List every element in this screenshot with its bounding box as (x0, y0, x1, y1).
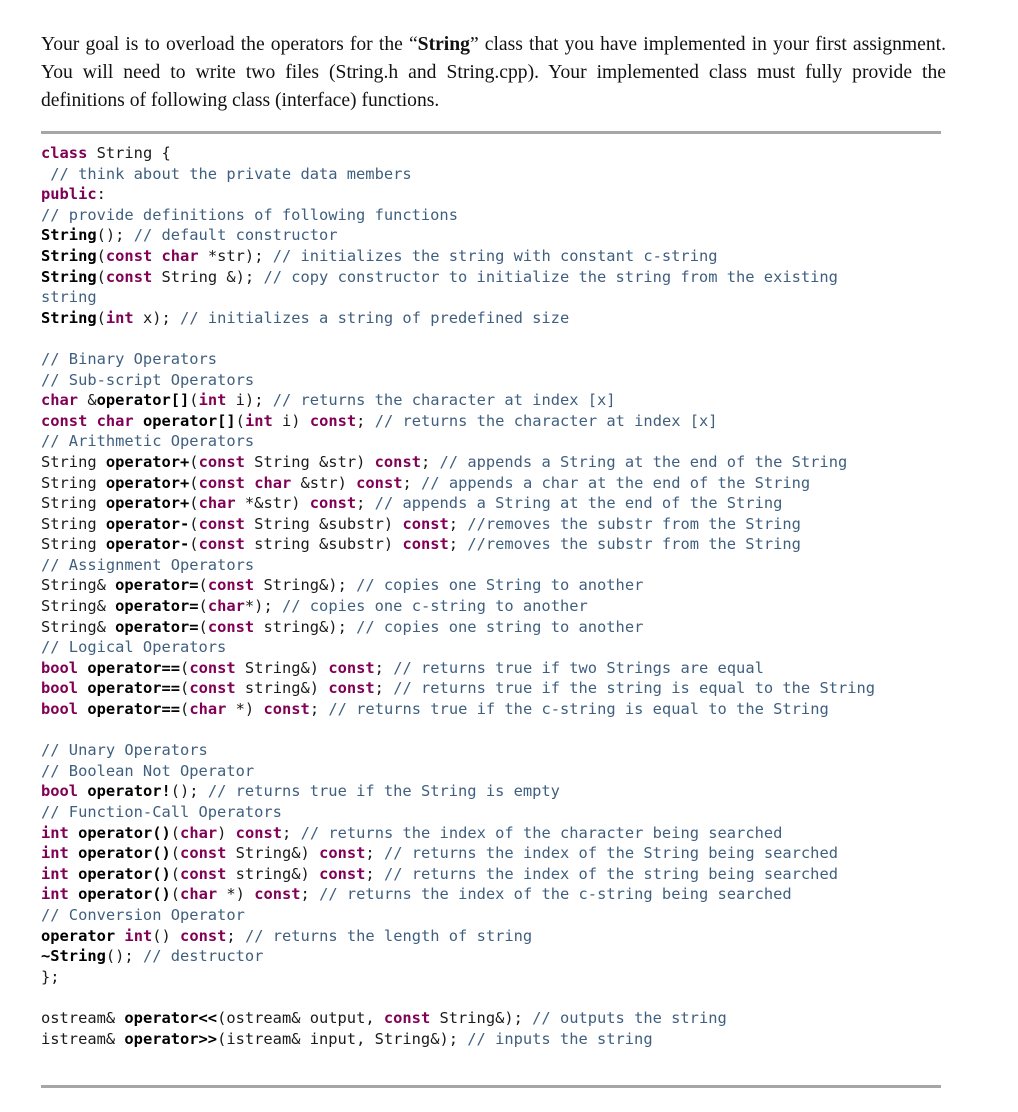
code-text: *); (244, 597, 282, 616)
code-text: ; (226, 926, 245, 945)
code-identifier: operator== (87, 658, 181, 677)
code-line (41, 225, 946, 246)
code-comment: // returns true if the String is empty (207, 782, 560, 801)
code-text (69, 865, 78, 883)
code-text: ( (180, 658, 190, 677)
code-keyword: const (374, 452, 421, 471)
code-line (41, 534, 946, 555)
code-line (41, 246, 946, 267)
code-text: String&); (430, 1008, 533, 1027)
code-comment: // Assignment Operators (41, 555, 255, 574)
code-keyword: const (198, 514, 245, 533)
code-comment: // appends a String at the end of the String (374, 494, 783, 513)
code-text: ( (189, 391, 199, 410)
code-text: ; (365, 864, 384, 883)
code-text: ; (420, 452, 440, 471)
code-text: ostream& (41, 1008, 125, 1027)
code-comment: // returns the index of the c-string being searched (319, 885, 792, 904)
code-identifier: operator[] (96, 391, 190, 410)
code-text: i) (272, 411, 310, 430)
code-comment: // Binary Operators (41, 349, 218, 368)
code-keyword: const (189, 679, 236, 698)
code-keyword: const (198, 452, 245, 471)
code-keyword: const (180, 926, 227, 945)
code-text: ( (170, 864, 181, 883)
code-line (41, 390, 946, 411)
code-text: String { (87, 144, 171, 162)
code-line (41, 431, 946, 452)
code-text: : (96, 185, 106, 204)
code-comment: // returns the character at index [x] (272, 391, 616, 410)
code-line (41, 699, 946, 720)
code-text: istream& (41, 1029, 125, 1048)
code-text (152, 247, 161, 265)
code-text: String&) (235, 658, 329, 677)
code-line (41, 1008, 946, 1029)
code-text: ; (374, 658, 394, 677)
code-line (41, 926, 946, 947)
intro-class-name: String (417, 34, 470, 55)
code-comment: // returns true if the string is equal to the String (393, 679, 876, 698)
code-line (41, 987, 946, 1008)
code-text: ; (356, 411, 375, 430)
code-line (41, 555, 946, 576)
code-listing (41, 143, 946, 1049)
code-identifier: operator[] (142, 411, 236, 430)
code-identifier: operator! (87, 782, 171, 801)
code-identifier: operator+ (105, 473, 190, 492)
code-text: ; (448, 514, 468, 533)
code-keyword: const (41, 411, 88, 430)
code-line (41, 143, 946, 164)
code-comment: // returns the index of the character being searched (300, 823, 783, 842)
code-line (41, 308, 946, 329)
code-keyword: const (198, 535, 245, 554)
code-keyword: bool (41, 658, 79, 677)
code-comment: // inputs the string (467, 1029, 653, 1048)
code-keyword: int (198, 391, 227, 410)
code-line (41, 740, 946, 761)
code-text (245, 474, 254, 492)
code-line (41, 905, 946, 926)
code-identifier: operator= (115, 617, 199, 636)
code-text (78, 659, 87, 677)
code-line (41, 617, 946, 638)
code-line (41, 267, 946, 288)
intro-text-end: ” class that you have implemented in your first assignment. You will need to write two files (String.h and String.cpp). Your implemented class must fully provide the definitions of following class (interface) functions. (41, 34, 946, 111)
code-identifier: String (41, 267, 97, 286)
code-text: ( (189, 514, 199, 533)
code-identifier: operator= (115, 597, 199, 616)
code-line (41, 864, 946, 885)
code-comment: // returns true if two Strings are equal (393, 658, 764, 677)
code-identifier: String (41, 246, 97, 265)
code-comment: // Conversion Operator (41, 905, 245, 924)
code-keyword: const (309, 494, 357, 513)
top-divider (41, 131, 941, 134)
code-line (41, 596, 946, 617)
code-keyword: const (105, 246, 153, 265)
code-identifier: operator== (87, 679, 181, 698)
code-text: ( (235, 411, 245, 430)
code-text: *str); (198, 246, 273, 265)
code-keyword: int (41, 844, 69, 863)
code-keyword: const (207, 576, 255, 595)
code-identifier: operator() (78, 823, 171, 842)
code-line (41, 802, 946, 823)
code-text: i); (226, 391, 273, 410)
code-keyword: int (244, 411, 273, 430)
code-keyword: public (41, 185, 97, 204)
code-text: *) (217, 885, 255, 904)
code-line (41, 843, 946, 864)
code-line (41, 781, 946, 802)
code-keyword: const (383, 1008, 431, 1027)
code-keyword: int (105, 308, 134, 327)
code-keyword: const (263, 700, 310, 719)
code-text: ; (309, 700, 329, 719)
code-text: String (41, 452, 106, 471)
code-comment: // Boolean Not Operator (41, 761, 255, 780)
code-keyword: const (319, 864, 366, 883)
code-identifier: operator= (115, 576, 199, 595)
code-comment: // copy constructor to initialize the string from the existing (263, 267, 838, 286)
code-text: String& (41, 576, 116, 595)
code-text: ( (96, 308, 106, 327)
code-line (41, 678, 946, 699)
code-comment: // Sub-script Operators (41, 370, 255, 389)
code-line (41, 761, 946, 782)
code-keyword: char (161, 246, 199, 265)
code-text: ( (96, 246, 106, 265)
code-text: ; (402, 473, 422, 492)
code-comment: // initializes a string of predefined size (180, 308, 570, 327)
code-text: String (41, 535, 106, 554)
intro-paragraph (41, 31, 946, 115)
code-keyword: bool (41, 782, 79, 801)
code-identifier: operator== (87, 700, 181, 719)
code-line (41, 452, 946, 473)
code-comment: // returns the index of the string being searched (383, 864, 838, 883)
code-identifier: operator+ (105, 494, 190, 513)
code-line (41, 658, 946, 679)
code-keyword: const (328, 658, 375, 677)
code-text: }; (41, 967, 60, 986)
code-text: ( (189, 452, 199, 471)
code-comment: // Arithmetic Operators (41, 432, 255, 451)
code-text (69, 885, 78, 903)
code-keyword: char (180, 823, 218, 842)
code-keyword: const (402, 514, 449, 533)
code-keyword: const (105, 267, 153, 286)
code-text: String &); (152, 267, 264, 286)
code-line (41, 287, 946, 308)
code-text: String& (41, 597, 116, 616)
code-identifier: String (41, 226, 97, 245)
code-identifier: operator- (105, 535, 190, 554)
code-comment: // returns the index of the String being searched (383, 844, 838, 863)
code-keyword: char (198, 494, 236, 513)
code-keyword: int (41, 823, 69, 842)
code-text (78, 782, 87, 800)
code-text: ; (300, 885, 320, 904)
code-keyword: const (207, 617, 255, 636)
code-text: ( (189, 473, 199, 492)
code-text: ) (217, 823, 236, 842)
code-text: x); (133, 308, 181, 327)
code-comment: // copies one c-string to another (281, 597, 588, 616)
code-text: (ostream& output, (217, 1008, 384, 1027)
code-text: ( (170, 885, 181, 904)
code-comment: // Logical Operators (41, 638, 227, 657)
code-comment: // destructor (142, 947, 264, 966)
code-line (41, 1029, 946, 1050)
code-comment: //removes the substr from the String (467, 535, 801, 554)
code-text: String& (41, 617, 116, 636)
code-identifier: ~String (41, 947, 106, 966)
code-text (78, 679, 87, 697)
code-comment: // provide definitions of following functions (41, 205, 458, 224)
code-text: String (41, 494, 106, 513)
code-identifier: operator() (78, 864, 171, 883)
code-identifier: operator<< (124, 1008, 218, 1027)
code-text: ( (170, 823, 181, 842)
code-identifier: operator (41, 926, 116, 945)
code-text: ; (374, 679, 394, 698)
code-line (41, 184, 946, 205)
code-text: ( (180, 679, 190, 698)
code-identifier: operator() (78, 844, 171, 863)
code-comment: //removes the substr from the String (467, 514, 801, 533)
code-line (41, 720, 946, 741)
code-text: ( (189, 535, 199, 554)
code-text: String&) (226, 844, 320, 863)
code-text: &str) (291, 473, 357, 492)
code-keyword: const (254, 885, 301, 904)
code-text: string&) (235, 679, 329, 698)
code-keyword: const (319, 844, 366, 863)
code-comment: // returns the character at index [x] (374, 411, 718, 430)
code-text: ; (365, 844, 384, 863)
code-comment: // copies one string to another (356, 617, 644, 636)
code-text: ( (189, 494, 199, 513)
intro-text-start: Your goal is to overload the operators for the “ (41, 34, 418, 55)
code-identifier: operator() (78, 885, 171, 904)
code-text: (); (105, 947, 143, 966)
code-identifier: operator+ (105, 452, 190, 471)
code-text: () (152, 926, 181, 945)
code-text: String&); (254, 576, 357, 595)
code-line (41, 473, 946, 494)
code-line (41, 164, 946, 185)
code-keyword: const (198, 473, 245, 492)
code-line (41, 205, 946, 226)
code-keyword: const (180, 864, 227, 883)
code-keyword: char (189, 700, 227, 719)
code-keyword: const (235, 823, 283, 842)
code-line (41, 884, 946, 905)
code-text: ( (198, 576, 208, 595)
code-comment: // outputs the string (532, 1008, 727, 1027)
code-text: ( (180, 700, 190, 719)
code-identifier: operator- (105, 514, 190, 533)
code-keyword: int (41, 864, 69, 883)
code-text (87, 412, 96, 430)
code-keyword: const (356, 473, 403, 492)
code-keyword: char (96, 411, 134, 430)
code-line (41, 349, 946, 370)
code-text (134, 412, 143, 430)
code-text (78, 700, 87, 718)
code-keyword: char (41, 391, 79, 410)
code-text: (); (170, 782, 208, 801)
code-line (41, 370, 946, 391)
code-keyword: int (124, 926, 153, 945)
code-keyword: char (180, 885, 218, 904)
code-keyword: bool (41, 679, 79, 698)
code-text: string&); (254, 617, 357, 636)
code-keyword: const (180, 844, 227, 863)
code-text: & (78, 391, 97, 410)
code-text: (istream& input, String&); (217, 1029, 468, 1048)
code-keyword: int (41, 885, 69, 904)
code-text: ( (96, 267, 106, 286)
code-comment: // copies one String to another (356, 576, 644, 595)
code-comment: // Unary Operators (41, 741, 208, 760)
code-comment: // appends a String at the end of the String (439, 452, 848, 471)
code-keyword: class (41, 144, 88, 162)
code-identifier: String (41, 308, 97, 327)
code-keyword: char (254, 473, 292, 492)
code-keyword: char (207, 597, 245, 616)
code-comment: string (41, 288, 97, 307)
code-text: ; (282, 823, 301, 842)
code-line (41, 823, 946, 844)
code-keyword: bool (41, 700, 79, 719)
code-text: String &str) (244, 452, 375, 471)
code-text: *&str) (235, 494, 310, 513)
code-comment: // think about the private data members (41, 164, 412, 183)
code-line (41, 967, 946, 988)
code-text: *) (226, 700, 264, 719)
code-line (41, 514, 946, 535)
code-text: String (41, 514, 106, 533)
code-line (41, 411, 946, 432)
code-text: ; (448, 535, 468, 554)
code-comment: // returns true if the c-string is equal to the String (328, 700, 829, 719)
code-keyword: const (309, 411, 357, 430)
code-line (41, 946, 946, 967)
code-text: ; (356, 494, 375, 513)
code-comment: // default constructor (133, 226, 338, 245)
code-keyword: const (189, 658, 236, 677)
code-keyword: const (328, 679, 375, 698)
code-text: String (41, 473, 106, 492)
code-text: string &substr) (244, 535, 403, 554)
code-text: ( (198, 597, 208, 616)
code-comment: // returns the length of string (244, 926, 533, 945)
code-line (41, 493, 946, 514)
code-text: (); (96, 226, 134, 245)
code-text: ( (170, 844, 181, 863)
bottom-divider (41, 1085, 941, 1088)
code-keyword: const (402, 535, 449, 554)
code-text: String &substr) (244, 514, 403, 533)
code-text (69, 824, 78, 842)
code-text: ( (198, 617, 208, 636)
code-comment: // Function-Call Operators (41, 803, 282, 821)
code-text: string&) (226, 864, 320, 883)
code-line (41, 575, 946, 596)
code-text (69, 844, 78, 862)
code-comment: // initializes the string with constant c-string (272, 246, 718, 265)
code-line (41, 637, 946, 658)
code-comment: // appends a char at the end of the String (421, 473, 811, 492)
code-identifier: operator>> (124, 1029, 218, 1048)
code-line (41, 328, 946, 349)
